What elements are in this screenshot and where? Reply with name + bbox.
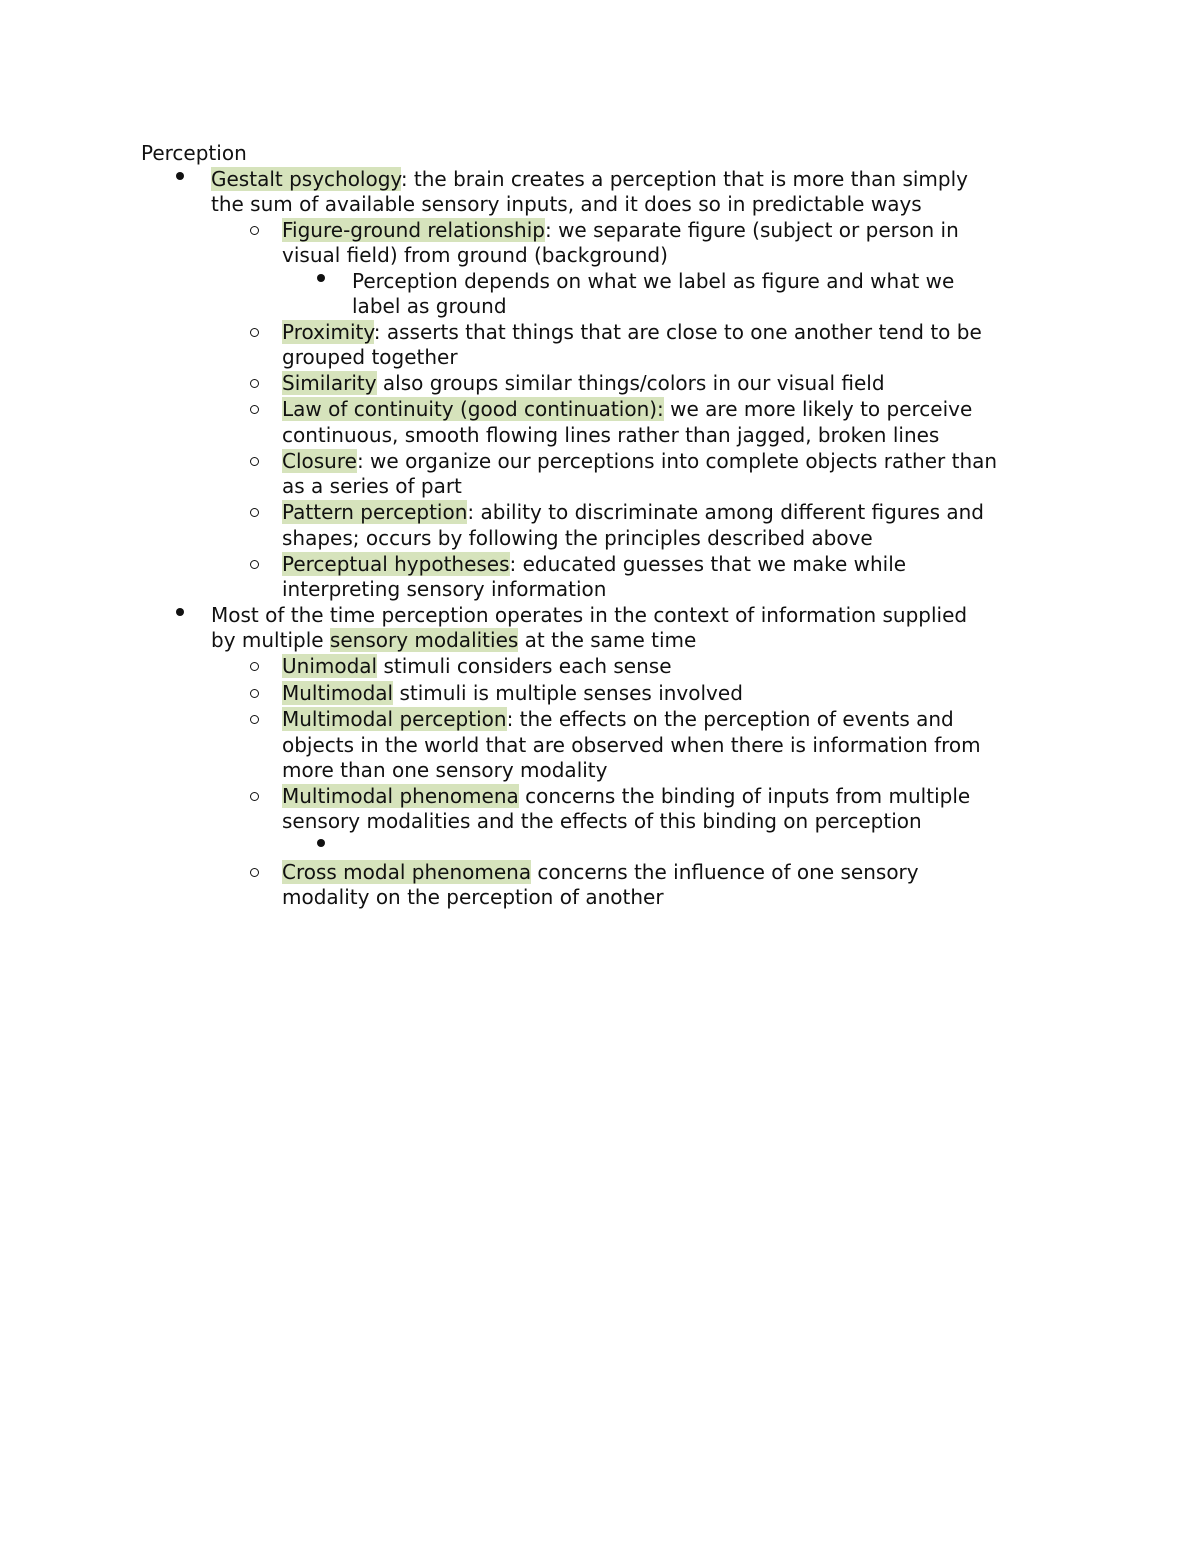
hollow-bullet-icon	[250, 328, 259, 337]
hollow-bullet-icon	[250, 379, 259, 388]
hollow-bullet-icon	[250, 560, 259, 569]
highlighted-term: Closure	[282, 449, 357, 473]
hollow-bullet-icon	[250, 715, 259, 724]
hollow-bullet-icon	[250, 508, 259, 517]
list-item-line: Closure: we organize our perceptions into complete objects rather than	[282, 449, 998, 473]
list-item-line: interpreting sensory information	[282, 577, 607, 601]
highlighted-term: Law of continuity (good continuation):	[282, 397, 664, 421]
highlighted-term: Perceptual hypotheses	[282, 552, 510, 576]
list-item-line: visual field) from ground (background)	[282, 243, 668, 267]
bullet-icon	[317, 839, 325, 847]
list-item-line: Proximity: asserts that things that are close to one another tend to be	[282, 320, 982, 344]
bullet-icon	[176, 172, 184, 180]
list-item-line: Figure-ground relationship: we separate figure (subject or person in	[282, 218, 959, 242]
highlighted-term: Unimodal	[282, 654, 378, 678]
highlighted-term: Multimodal phenomena	[282, 784, 519, 808]
list-item-line: Cross modal phenomena concerns the influence of one sensory	[282, 860, 919, 884]
list-item-line: by multiple sensory modalities at the same time	[211, 628, 697, 652]
list-item-line: Pattern perception: ability to discriminate among different figures and	[282, 500, 984, 524]
list-item-line: continuous, smooth flowing lines rather than jagged, broken lines	[282, 423, 940, 447]
list-item-line: more than one sensory modality	[282, 758, 608, 782]
list-item-line: Similarity also groups similar things/colors in our visual field	[282, 371, 885, 395]
highlighted-term: Gestalt psychology	[211, 167, 401, 191]
highlighted-term: Multimodal	[282, 681, 394, 705]
list-item-line: label as ground	[352, 294, 507, 318]
highlighted-term: sensory modalities	[329, 628, 519, 652]
list-item-line: Multimodal stimuli is multiple senses involved	[282, 681, 743, 705]
highlighted-term: Multimodal perception	[282, 707, 507, 731]
highlighted-term: Cross modal phenomena	[282, 860, 532, 884]
list-item-line: Unimodal stimuli considers each sense	[282, 654, 672, 678]
list-item-line: Gestalt psychology: the brain creates a perception that is more than simply	[211, 167, 968, 191]
hollow-bullet-icon	[250, 792, 259, 801]
hollow-bullet-icon	[250, 689, 259, 698]
hollow-bullet-icon	[250, 226, 259, 235]
list-item-line: Perceptual hypotheses: educated guesses that we make while	[282, 552, 907, 576]
highlighted-term: Figure-ground relationship	[282, 218, 545, 242]
bullet-icon	[176, 608, 184, 616]
list-item-line: shapes; occurs by following the principles described above	[282, 526, 873, 550]
bullet-icon	[317, 274, 325, 282]
highlighted-term: Pattern perception	[282, 500, 468, 524]
hollow-bullet-icon	[250, 868, 259, 877]
list-item-line: modality on the perception of another	[282, 885, 664, 909]
highlighted-term: Similarity	[282, 371, 377, 395]
list-item-line: the sum of available sensory inputs, and it does so in predictable ways	[211, 192, 922, 216]
list-item-line: objects in the world that are observed when there is information from	[282, 733, 981, 757]
hollow-bullet-icon	[250, 457, 259, 466]
list-item-line: Multimodal perception: the effects on the perception of events and	[282, 707, 954, 731]
list-item-line: Most of the time perception operates in the context of information supplied	[211, 603, 968, 627]
list-item-line: Perception depends on what we label as figure and what we	[352, 269, 955, 293]
hollow-bullet-icon	[250, 405, 259, 414]
highlighted-term: Proximity	[282, 320, 374, 344]
list-item-line: grouped together	[282, 345, 458, 369]
list-item-line: as a series of part	[282, 474, 462, 498]
hollow-bullet-icon	[250, 662, 259, 671]
list-item-line: sensory modalities and the effects of this binding on perception	[282, 809, 922, 833]
list-item-line: Law of continuity (good continuation): we are more likely to perceive	[282, 397, 973, 421]
document-title: Perception	[141, 141, 247, 165]
list-item-line: Multimodal phenomena concerns the binding of inputs from multiple	[282, 784, 971, 808]
